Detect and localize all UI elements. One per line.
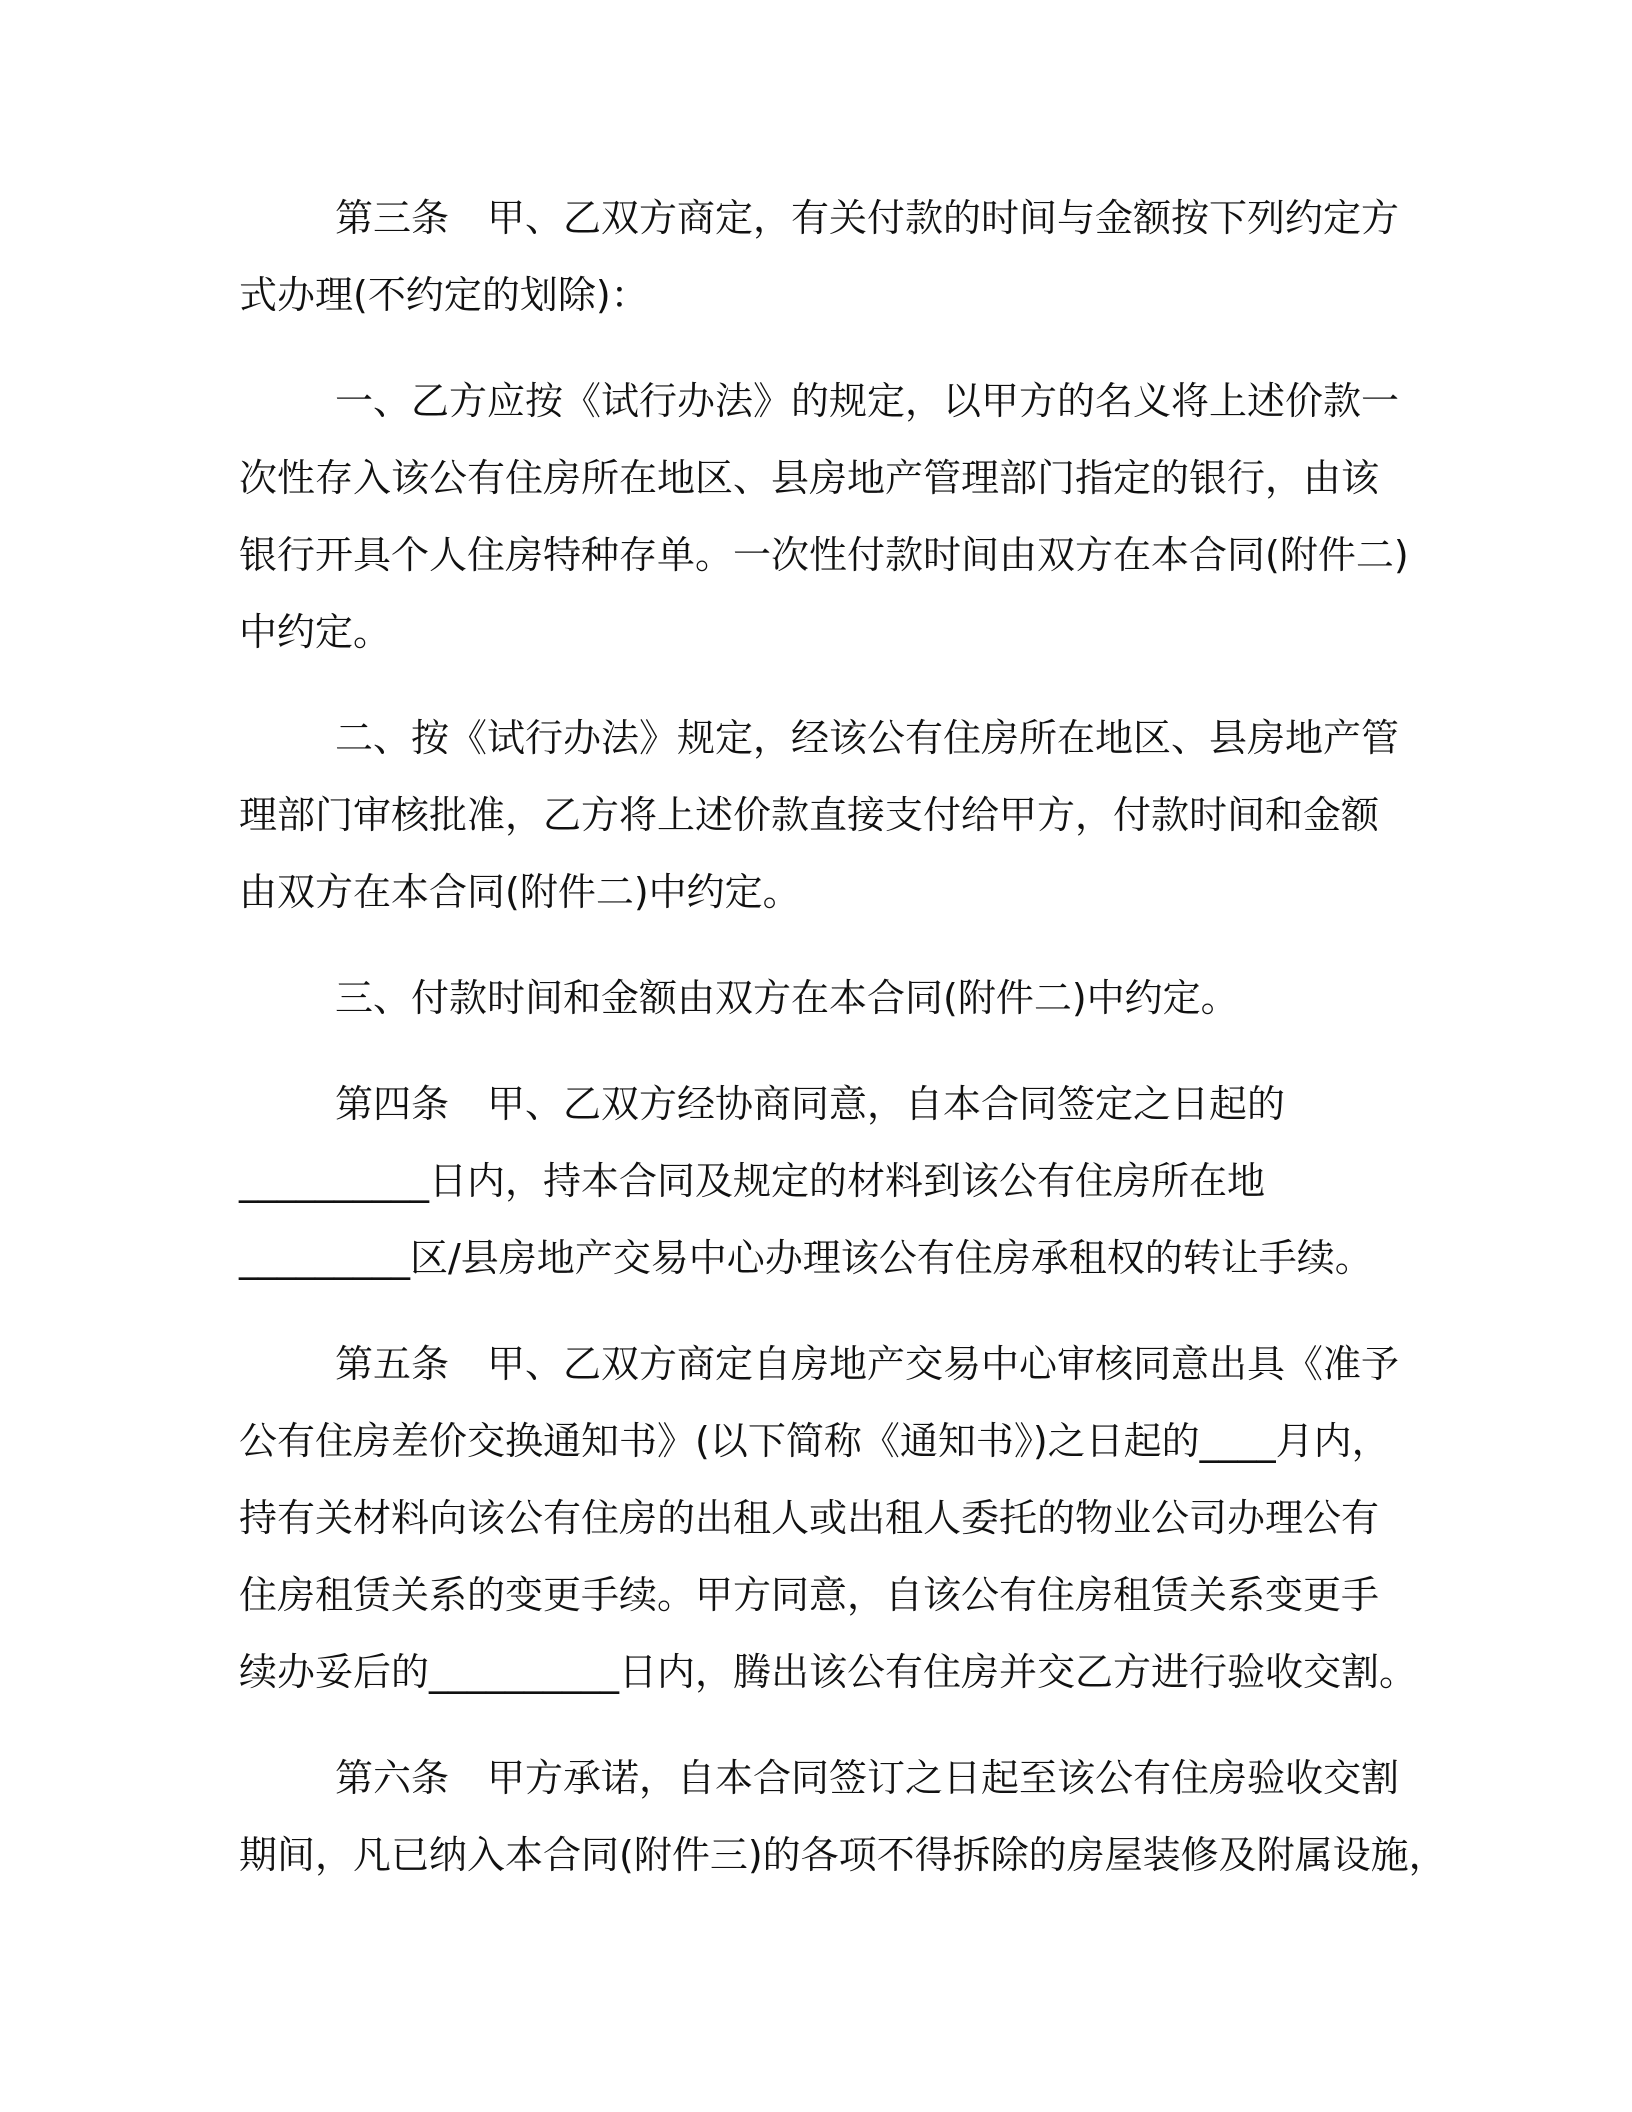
text-line: __________日内，持本合同及规定的材料到该公有住房所在地: [239, 1159, 1266, 1203]
paragraph-article-4: [239, 1066, 1419, 1297]
text-line: 中约定。: [239, 610, 392, 654]
paragraph-article-3-item-1: [239, 363, 1419, 671]
text-line: 第四条 甲、乙双方经协商同意，自本合同签定之日起的: [335, 1082, 1286, 1126]
text-line: 第五条 甲、乙双方商定自房地产交易中心审核同意出具《准予: [335, 1342, 1400, 1386]
text-line: _________区/县房地产交易中心办理该公有住房承租权的转让手续。: [239, 1236, 1373, 1280]
paragraph-article-3-item-3: [239, 960, 1419, 1037]
text-line: 二、按《试行办法》规定，经该公有住房所在地区、县房地产管: [335, 716, 1400, 760]
text-line: 期间，凡已纳入本合同(附件三)的各项不得拆除的房屋装修及附属设施，: [239, 1833, 1447, 1877]
text-line: 由双方在本合同(附件二)中约定。: [239, 870, 801, 914]
paragraph-article-6: [239, 1740, 1447, 1894]
text-line: 银行开具个人住房特种存单。一次性付款时间由双方在本合同(附件二): [239, 533, 1409, 577]
paragraph-article-3-item-2: [239, 700, 1419, 931]
text-line: 理部门审核批准，乙方将上述价款直接支付给甲方，付款时间和金额: [239, 793, 1380, 837]
text-line: 住房租赁关系的变更手续。甲方同意，自该公有住房租赁关系变更手: [239, 1573, 1380, 1617]
text-line: 次性存入该公有住房所在地区、县房地产管理部门指定的银行，由该: [239, 456, 1380, 500]
text-line: 三、付款时间和金额由双方在本合同(附件二)中约定。: [335, 976, 1239, 1020]
text-line: 式办理(不约定的划除)：: [239, 273, 649, 317]
text-line: 持有关材料向该公有住房的出租人或出租人委托的物业公司办理公有: [239, 1496, 1380, 1540]
text-line: 第六条 甲方承诺，自本合同签订之日起至该公有住房验收交割: [335, 1756, 1400, 1800]
document-body: [239, 180, 1447, 1923]
text-line: 一、乙方应按《试行办法》的规定，以甲方的名义将上述价款一: [335, 379, 1400, 423]
text-line: 第三条 甲、乙双方商定，有关付款的时间与金额按下列约定方: [335, 196, 1400, 240]
text-line: 续办妥后的__________日内，腾出该公有住房并交乙方进行验收交割。: [239, 1650, 1418, 1694]
paragraph-article-3: [239, 180, 1419, 334]
paragraph-article-5: [239, 1326, 1419, 1711]
text-line: 公有住房差价交换通知书》(以下简称《通知书》)之日起的____月内，: [239, 1419, 1390, 1463]
